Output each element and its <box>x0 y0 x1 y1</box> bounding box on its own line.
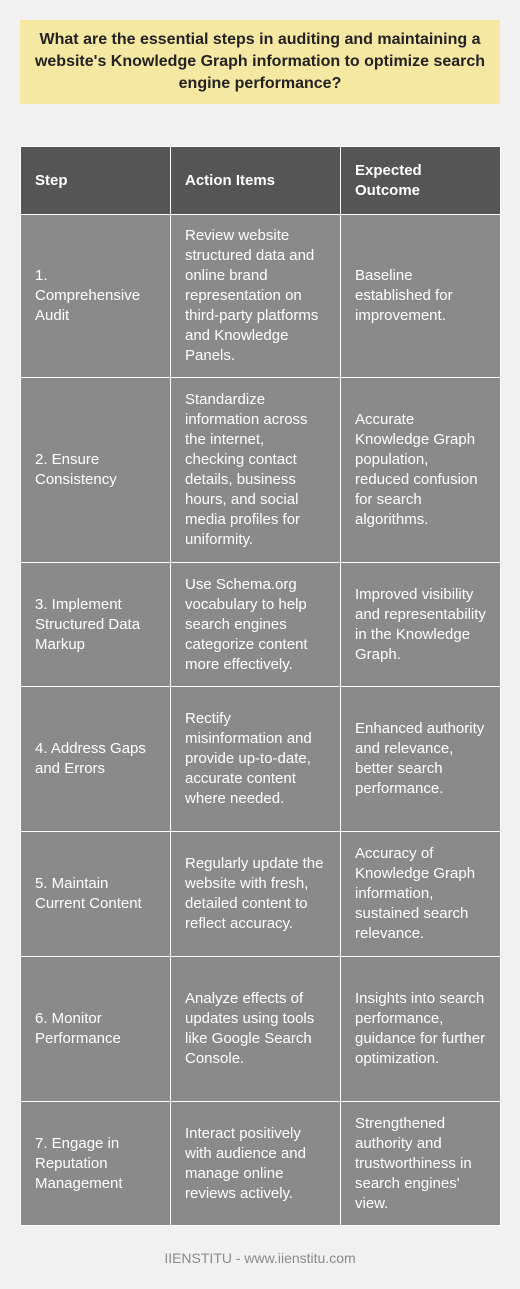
action-cell: Standardize information across the internet, checking contact details, business hours, and social media profiles for uniformity. <box>171 378 341 563</box>
header-step: Step <box>21 147 171 215</box>
outcome-cell: Improved visibility and representability in the Knowledge Graph. <box>341 563 501 687</box>
step-cell: 6. Monitor Performance <box>21 957 171 1102</box>
header-action-items: Action Items <box>171 147 341 215</box>
step-cell: 5. Maintain Current Content <box>21 832 171 957</box>
table-row <box>21 215 501 378</box>
outcome-cell: Enhanced authority and relevance, better search performance. <box>341 687 501 832</box>
table-row <box>21 957 501 1102</box>
action-cell: Interact positively with audience and manage online reviews actively. <box>171 1102 341 1226</box>
action-cell: Regularly update the website with fresh, detailed content to reflect accuracy. <box>171 832 341 957</box>
step-cell: 2. Ensure Consistency <box>21 378 171 563</box>
table-row <box>21 378 501 563</box>
step-cell: 7. Engage in Reputation Management <box>21 1102 171 1226</box>
table-row <box>21 832 501 957</box>
title-box <box>20 20 500 104</box>
outcome-cell: Accurate Knowledge Graph population, reduced confusion for search algorithms. <box>341 378 501 563</box>
table-row <box>21 563 501 687</box>
steps-table <box>20 146 501 1226</box>
step-cell: 1. Comprehensive Audit <box>21 215 171 378</box>
outcome-cell: Baseline established for improvement. <box>341 215 501 378</box>
step-cell: 3. Implement Structured Data Markup <box>21 563 171 687</box>
header-expected-outcome: Expected Outcome <box>341 147 501 215</box>
outcome-cell: Insights into search performance, guidance for further optimization. <box>341 957 501 1102</box>
table-row <box>21 687 501 832</box>
step-cell: 4. Address Gaps and Errors <box>21 687 171 832</box>
action-cell: Rectify misinformation and provide up-to-date, accurate content where needed. <box>171 687 341 832</box>
page-title: What are the essential steps in auditing and maintaining a website's Knowledge Graph information to optimize search engine performance? <box>34 31 486 92</box>
table-row <box>21 1102 501 1226</box>
footer-credit: IIENSTITU - www.iienstitu.com <box>164 1250 356 1266</box>
action-cell: Analyze effects of updates using tools like Google Search Console. <box>171 957 341 1102</box>
action-cell: Review website structured data and online brand representation on third-party platforms and Knowledge Panels. <box>171 215 341 378</box>
action-cell: Use Schema.org vocabulary to help search engines categorize content more effectively. <box>171 563 341 687</box>
table-header-row <box>21 147 501 215</box>
outcome-cell: Accuracy of Knowledge Graph information, sustained search relevance. <box>341 832 501 957</box>
outcome-cell: Strengthened authority and trustworthiness in search engines' view. <box>341 1102 501 1226</box>
